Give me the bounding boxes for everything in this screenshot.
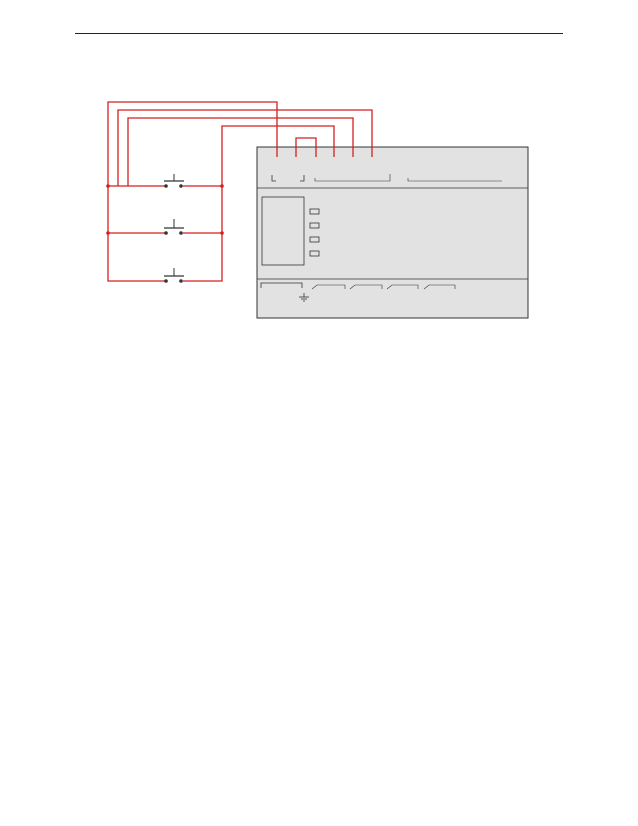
switch-a xyxy=(164,174,184,188)
force-led xyxy=(310,251,319,256)
question-paragraph xyxy=(75,339,563,355)
switch-c xyxy=(164,268,184,283)
plc-wiring-diagram xyxy=(0,0,638,330)
run-led xyxy=(310,223,319,228)
fault-led xyxy=(310,237,319,242)
switch-b xyxy=(164,219,184,235)
wire-24v-bus xyxy=(108,102,277,281)
wire-junctions xyxy=(106,184,224,235)
plc-panel xyxy=(262,197,304,265)
power-led xyxy=(310,209,319,214)
